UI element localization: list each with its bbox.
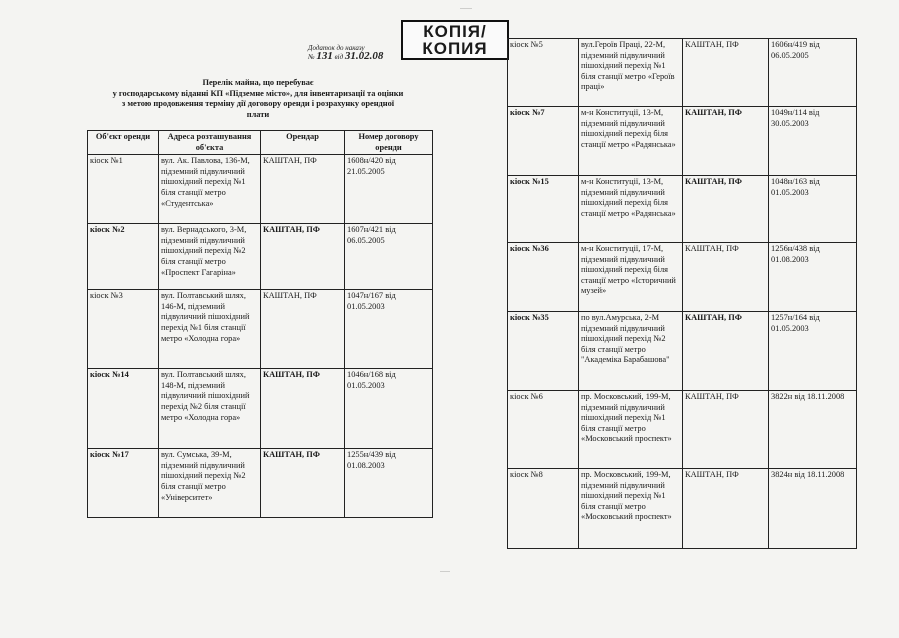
address-cell: вул. Сумська, 39-М, підземний підвуличний пішохідний перехід №2 біля станції метро «Університет» [159,449,261,518]
title-line: плати [246,109,270,119]
title-line: з метою продовження терміну дії договору оренди і розрахунку орендної [121,99,395,109]
table-row [508,243,857,312]
annex-number-prefix: № [308,53,315,61]
contract-cell: 1048н/163 від 01.05.2003 [769,176,857,243]
tenant-cell: КАШТАН, ПФ [683,312,769,391]
contract-cell: 1607н/421 від 06.05.2005 [345,224,433,290]
table-row [508,469,857,549]
tenant-cell: КАШТАН, ПФ [683,176,769,243]
address-cell: пр. Московський, 199-М, підземний підвуличний пішохідний перехід №1 біля станції метро «Московський проспект» [579,391,683,469]
address-cell: вул. Полтавський шлях, 148-М, підземний підвуличний пішохідний перехід №2 біля станції метро «Холодна гора» [159,369,261,449]
address-cell: по вул.Амурська, 2-М підземний підвуличний пішохідний перехід №2 біля станції метро "Академіка Барабашова" [579,312,683,391]
stamp-line1: КОПІЯ/ [423,22,487,41]
annex-line1: Додаток до наказу [308,44,365,52]
address-cell: м-н Конституції, 13-М, підземний підвуличний пішохідний перехід біля станції метро «Радянська» [579,107,683,176]
copy-stamp [401,20,509,60]
tenant-cell: КАШТАН, ПФ [683,39,769,107]
header-tenant: Орендар [261,131,345,155]
object-cell: кіоск №17 [88,449,159,518]
table-row [88,290,433,369]
address-cell: вул. Полтавський шлях, 146-М, підземний підвуличний пішохідний перехід №1 біля станції метро «Холодна гора» [159,290,261,369]
object-cell: кіоск №14 [88,369,159,449]
address-cell: вул. Вернадського, 3-М, підземний підвуличний пішохідний перехід №2 біля станції метро «Проспект Гагаріна» [159,224,261,290]
contract-cell: 1049н/114 від 30.05.2003 [769,107,857,176]
table-row [88,449,433,518]
tenant-cell: КАШТАН, ПФ [261,224,345,290]
annex-number: 131 [316,50,333,62]
header-address: Адреса розташування об'єкта [159,131,261,155]
object-cell: кіоск №7 [508,107,579,176]
object-cell: кіоск №3 [88,290,159,369]
tenant-cell: КАШТАН, ПФ [261,369,345,449]
tenant-cell: КАШТАН, ПФ [683,107,769,176]
annex-date: 31.02.08 [344,50,384,62]
object-cell: кіоск №2 [88,224,159,290]
tenant-cell: КАШТАН, ПФ [261,290,345,369]
address-cell: вул.Героїв Праці, 22-М, підземний підвуличний пішохідний перехід №1 біля станції метро «Героїв праці» [579,39,683,107]
address-cell: пр. Московський, 199-М, підземний підвуличний пішохідний перехід №1 біля станції метро «Московський проспект» [579,469,683,549]
table-row [88,369,433,449]
tenant-cell: КАШТАН, ПФ [683,391,769,469]
table-row [508,107,857,176]
contract-cell: 1047н/167 від 01.05.2003 [345,290,433,369]
table-row [88,224,433,290]
object-cell: кіоск №15 [508,176,579,243]
contract-cell: 1256н/438 від 01.08.2003 [769,243,857,312]
contract-cell: 1608н/420 від 21.05.2005 [345,155,433,224]
title-line: Перелік майна, що перебуває [202,78,314,87]
tenant-cell: КАШТАН, ПФ [261,155,345,224]
object-cell: кіоск №6 [508,391,579,469]
table-row [508,391,857,469]
contract-cell: 3822н від 18.11.2008 [769,391,857,469]
table-row [508,176,857,243]
lease-table-right [507,38,857,549]
annex-date-prefix: від [334,53,344,61]
address-cell: вул. Ак. Павлова, 136-М, підземний підвуличний пішохідний перехід №1 біля станції метро «Студентська» [159,155,261,224]
object-cell: кіоск №35 [508,312,579,391]
contract-cell: 1046н/168 від 01.05.2003 [345,369,433,449]
table-row [508,312,857,391]
table-header-row [88,131,433,155]
object-cell: кіоск №36 [508,243,579,312]
contract-cell: 1257н/164 від 01.05.2003 [769,312,857,391]
header-contract: Номер договору оренди [345,131,433,155]
document-title [76,78,440,120]
object-cell: кіоск №5 [508,39,579,107]
tenant-cell: КАШТАН, ПФ [261,449,345,518]
contract-cell: 3824н від 18.11.2008 [769,469,857,549]
object-cell: кіоск №1 [88,155,159,224]
address-cell: м-н Конституції, 13-М, підземний підвуличний пішохідний перехід біля станції метро «Радянська» [579,176,683,243]
address-cell: м-н Конституції, 17-М, підземний підвуличний пішохідний перехід біля станції метро «Історичний музей» [579,243,683,312]
contract-cell: 1606н/419 від 06.05.2005 [769,39,857,107]
contract-cell: 1255н/439 від 01.08.2003 [345,449,433,518]
lease-table-left [87,130,433,518]
scan-mark [440,571,450,572]
scan-mark [460,8,472,9]
stamp-line2: КОПИЯ [422,39,488,58]
tenant-cell: КАШТАН, ПФ [683,469,769,549]
tenant-cell: КАШТАН, ПФ [683,243,769,312]
object-cell: кіоск №8 [508,469,579,549]
header-object: Об'єкт оренди [88,131,159,155]
table-row [88,155,433,224]
table-row [508,39,857,107]
title-line: у господарському віданні КП «Підземне місто», для інвентаризації та оцінки [112,88,404,98]
